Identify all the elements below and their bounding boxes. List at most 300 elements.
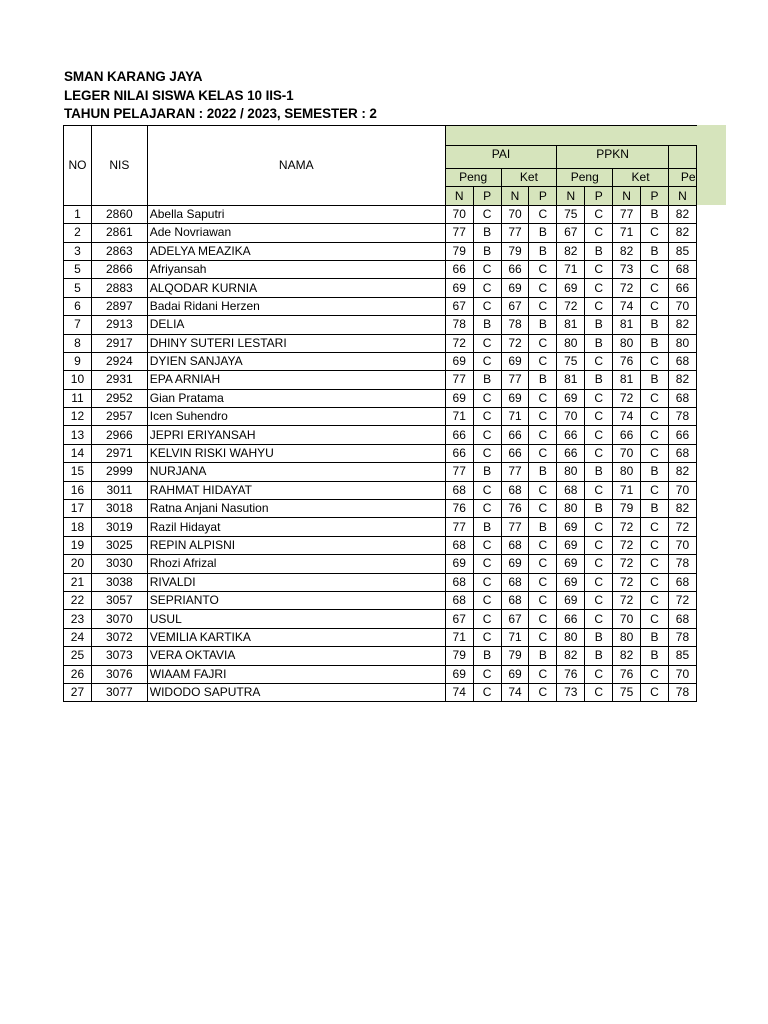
grade-value-cell: 68 [557,481,585,499]
grade-value-cell: 82 [668,205,696,223]
grade-value-cell: 69 [445,555,473,573]
student-name-cell: ALQODAR KURNIA [147,279,445,297]
grade-value-cell: 77 [613,205,641,223]
grade-value-cell: 72 [557,297,585,315]
grade-value-cell: 80 [557,628,585,646]
grade-value-cell: 72 [613,555,641,573]
grade-value-cell: 82 [557,242,585,260]
grade-value-cell: 78 [445,316,473,334]
next-peng-header: Pe [668,169,696,187]
grade-predicate-cell: C [473,610,501,628]
student-name-cell: Gian Pratama [147,389,445,407]
grade-predicate-cell: C [641,224,669,242]
table-row [64,205,697,223]
grade-predicate-cell: C [473,389,501,407]
p-header: P [529,187,557,205]
grade-value-cell: 71 [445,628,473,646]
row-number-cell: 19 [64,536,92,554]
grade-value-cell: 82 [668,500,696,518]
grade-value-cell: 72 [501,334,529,352]
grade-predicate-cell: C [585,205,613,223]
row-number-cell: 2 [64,224,92,242]
grade-value-cell: 69 [557,518,585,536]
grade-value-cell: 80 [557,500,585,518]
grade-predicate-cell: C [473,500,501,518]
row-number-cell: 6 [64,297,92,315]
grade-value-cell: 77 [501,518,529,536]
grade-value-cell: 82 [613,242,641,260]
grade-value-cell: 78 [668,628,696,646]
grade-predicate-cell: B [641,500,669,518]
grade-predicate-cell: C [641,408,669,426]
row-number-cell: 9 [64,352,92,370]
grade-value-cell: 73 [557,683,585,701]
grade-predicate-cell: C [585,389,613,407]
academic-year: TAHUN PELAJARAN : 2022 / 2023, SEMESTER : 2 [64,106,377,121]
table-row [64,316,697,334]
grade-value-cell: 76 [557,665,585,683]
grade-value-cell: 77 [501,224,529,242]
grade-value-cell: 66 [668,426,696,444]
student-rows [64,205,697,702]
grade-value-cell: 75 [557,352,585,370]
grade-value-cell: 67 [557,224,585,242]
grade-predicate-cell: C [585,591,613,609]
row-number-cell: 20 [64,555,92,573]
grade-value-cell: 75 [613,683,641,701]
grade-predicate-cell: C [641,610,669,628]
grade-predicate-cell: C [585,555,613,573]
grade-predicate-cell: C [641,518,669,536]
grade-value-cell: 82 [668,371,696,389]
student-name-cell: Abella Saputri [147,205,445,223]
grade-predicate-cell: C [585,481,613,499]
grade-predicate-cell: C [641,260,669,278]
grade-value-cell: 71 [613,224,641,242]
grade-value-cell: 72 [613,573,641,591]
grade-value-cell: 71 [501,408,529,426]
grade-predicate-cell: C [641,591,669,609]
grade-value-cell: 69 [557,555,585,573]
grade-value-cell: 82 [613,647,641,665]
grade-value-cell: 70 [613,610,641,628]
nis-cell: 3030 [91,555,147,573]
grade-predicate-cell: B [473,647,501,665]
grade-value-cell: 68 [668,444,696,462]
table-row [64,647,697,665]
grade-value-cell: 70 [668,297,696,315]
n-header: N [613,187,641,205]
grade-predicate-cell: B [585,647,613,665]
grade-value-cell: 66 [445,444,473,462]
row-number-cell: 7 [64,316,92,334]
nis-cell: 2860 [91,205,147,223]
grade-predicate-cell: B [641,647,669,665]
grade-value-cell: 69 [445,352,473,370]
table-row [64,463,697,481]
grade-value-cell: 72 [613,389,641,407]
grade-value-cell: 74 [613,408,641,426]
col-header-nis: NIS [91,126,147,206]
grade-value-cell: 85 [668,647,696,665]
grade-predicate-cell: C [641,426,669,444]
grade-predicate-cell: B [473,316,501,334]
grade-value-cell: 76 [613,665,641,683]
row-number-cell: 14 [64,444,92,462]
student-name-cell: Razil Hidayat [147,518,445,536]
row-number-cell: 15 [64,463,92,481]
grade-value-cell: 74 [501,683,529,701]
nis-cell: 2957 [91,408,147,426]
row-number-cell: 27 [64,683,92,701]
student-name-cell: NURJANA [147,463,445,481]
grade-value-cell: 78 [501,316,529,334]
student-name-cell: JEPRI ERIYANSAH [147,426,445,444]
table-row [64,628,697,646]
grade-predicate-cell: B [585,242,613,260]
grade-predicate-cell: B [585,463,613,481]
grade-value-cell: 72 [445,334,473,352]
row-number-cell: 5 [64,279,92,297]
grade-value-cell: 69 [501,279,529,297]
student-name-cell: VERA OKTAVIA [147,647,445,665]
grade-predicate-cell: C [473,628,501,646]
grade-predicate-cell: B [641,371,669,389]
grade-predicate-cell: B [473,242,501,260]
grade-predicate-cell: C [641,279,669,297]
grade-value-cell: 68 [668,389,696,407]
grade-value-cell: 79 [501,647,529,665]
grade-value-cell: 77 [501,463,529,481]
student-name-cell: EPA ARNIAH [147,371,445,389]
grade-predicate-cell: C [529,555,557,573]
row-number-cell: 13 [64,426,92,444]
grade-value-cell: 68 [668,352,696,370]
n-header: N [501,187,529,205]
grade-value-cell: 81 [557,316,585,334]
grade-value-cell: 66 [557,610,585,628]
grade-value-cell: 77 [445,463,473,481]
grade-predicate-cell: B [641,628,669,646]
grade-predicate-cell: B [641,242,669,260]
table-row [64,518,697,536]
student-name-cell: RIVALDI [147,573,445,591]
grade-predicate-cell: B [585,500,613,518]
grade-predicate-cell: C [529,205,557,223]
grade-predicate-cell: C [473,481,501,499]
student-name-cell: KELVIN RISKI WAHYU [147,444,445,462]
nis-cell: 3057 [91,591,147,609]
grade-value-cell: 69 [501,352,529,370]
grade-predicate-cell: C [529,334,557,352]
row-number-cell: 18 [64,518,92,536]
student-name-cell: DELIA [147,316,445,334]
grade-predicate-cell: C [473,591,501,609]
grade-predicate-cell: C [529,389,557,407]
nis-cell: 2966 [91,426,147,444]
grade-predicate-cell: B [529,647,557,665]
grade-value-cell: 73 [613,260,641,278]
table-row [64,555,697,573]
grade-predicate-cell: C [529,408,557,426]
grade-value-cell: 66 [501,444,529,462]
grade-predicate-cell: C [473,408,501,426]
grade-predicate-cell: C [529,481,557,499]
grade-predicate-cell: C [529,665,557,683]
grade-predicate-cell: C [473,573,501,591]
grade-predicate-cell: C [585,260,613,278]
n-header: N [668,187,696,205]
student-name-cell: Icen Suhendro [147,408,445,426]
subject-header-ppkn: PPKN [557,146,669,169]
table-row [64,536,697,554]
grade-predicate-cell: C [641,665,669,683]
row-number-cell: 23 [64,610,92,628]
grade-value-cell: 70 [445,205,473,223]
table-row [64,500,697,518]
table-row [64,371,697,389]
grade-predicate-cell: B [585,371,613,389]
n-header: N [557,187,585,205]
grade-value-cell: 77 [445,371,473,389]
grade-value-cell: 68 [501,536,529,554]
grade-predicate-cell: C [585,426,613,444]
grade-predicate-cell: C [529,573,557,591]
nis-cell: 2931 [91,371,147,389]
grade-value-cell: 80 [557,463,585,481]
grade-value-cell: 79 [501,242,529,260]
grade-value-cell: 68 [445,536,473,554]
grade-predicate-cell: C [585,683,613,701]
nis-cell: 3076 [91,665,147,683]
grade-value-cell: 79 [445,242,473,260]
nis-cell: 2917 [91,334,147,352]
grade-value-cell: 82 [668,224,696,242]
grade-predicate-cell: B [641,316,669,334]
grade-value-cell: 69 [501,555,529,573]
grade-predicate-cell: C [585,408,613,426]
grade-value-cell: 70 [557,408,585,426]
student-name-cell: DHINY SUTERI LESTARI [147,334,445,352]
grade-value-cell: 80 [668,334,696,352]
nis-cell: 2999 [91,463,147,481]
grade-predicate-cell: B [529,224,557,242]
table-row [64,610,697,628]
grade-predicate-cell: C [585,297,613,315]
grade-value-cell: 68 [445,481,473,499]
grade-predicate-cell: C [585,279,613,297]
grade-predicate-cell: B [529,371,557,389]
grade-value-cell: 69 [557,573,585,591]
grade-predicate-cell: C [641,481,669,499]
row-number-cell: 26 [64,665,92,683]
row-number-cell: 5 [64,260,92,278]
subject-group-header [445,126,696,146]
grade-predicate-cell: C [473,297,501,315]
student-name-cell: Ratna Anjani Nasution [147,500,445,518]
row-number-cell: 11 [64,389,92,407]
grade-value-cell: 72 [613,279,641,297]
table-row [64,683,697,701]
grade-value-cell: 74 [613,297,641,315]
col-header-no: NO [64,126,92,206]
subject-header-next [668,146,696,169]
grade-predicate-cell: C [529,536,557,554]
grade-predicate-cell: C [473,205,501,223]
nis-cell: 2863 [91,242,147,260]
grade-predicate-cell: B [529,463,557,481]
grade-predicate-cell: C [473,665,501,683]
ledger-title: LEGER NILAI SISWA KELAS 10 IIS-1 [64,87,294,103]
student-name-cell: USUL [147,610,445,628]
table-row [64,665,697,683]
grade-value-cell: 69 [445,665,473,683]
grade-predicate-cell: C [641,573,669,591]
grade-value-cell: 71 [613,481,641,499]
nis-cell: 3077 [91,683,147,701]
grade-predicate-cell: C [473,334,501,352]
table-row [64,573,697,591]
grade-value-cell: 77 [445,224,473,242]
grade-value-cell: 76 [613,352,641,370]
grade-value-cell: 80 [557,334,585,352]
grade-predicate-cell: B [641,463,669,481]
table-row [64,224,697,242]
grade-value-cell: 68 [501,481,529,499]
row-number-cell: 12 [64,408,92,426]
pai-peng-header: Peng [445,169,501,187]
nis-cell: 3073 [91,647,147,665]
grade-value-cell: 71 [557,260,585,278]
grade-predicate-cell: C [585,573,613,591]
table-row [64,444,697,462]
grade-value-cell: 77 [445,518,473,536]
grade-predicate-cell: C [473,279,501,297]
grade-value-cell: 81 [613,316,641,334]
student-name-cell: SEPRIANTO [147,591,445,609]
grade-value-cell: 68 [501,573,529,591]
student-name-cell: Rhozi Afrizal [147,555,445,573]
grade-predicate-cell: C [585,665,613,683]
grade-value-cell: 68 [668,573,696,591]
nis-cell: 2866 [91,260,147,278]
grade-value-cell: 80 [613,334,641,352]
grade-value-cell: 67 [445,297,473,315]
p-header: P [473,187,501,205]
student-name-cell: VEMILIA KARTIKA [147,628,445,646]
grade-predicate-cell: C [473,536,501,554]
grade-value-cell: 66 [501,426,529,444]
grade-predicate-cell: C [641,555,669,573]
grade-predicate-cell: C [641,683,669,701]
nis-cell: 3038 [91,573,147,591]
grade-value-cell: 80 [613,463,641,481]
row-number-cell: 17 [64,500,92,518]
grade-predicate-cell: C [641,444,669,462]
row-number-cell: 10 [64,371,92,389]
grade-predicate-cell: B [473,224,501,242]
table-row [64,591,697,609]
grade-value-cell: 74 [445,683,473,701]
grade-value-cell: 69 [445,389,473,407]
grade-predicate-cell: C [641,536,669,554]
grade-predicate-cell: C [529,591,557,609]
grade-value-cell: 69 [501,389,529,407]
ppkn-ket-header: Ket [613,169,669,187]
grade-value-cell: 67 [501,297,529,315]
grade-value-cell: 66 [445,260,473,278]
student-name-cell: DYIEN SANJAYA [147,352,445,370]
nis-cell: 2913 [91,316,147,334]
grade-value-cell: 85 [668,242,696,260]
table-row [64,334,697,352]
grade-predicate-cell: B [585,316,613,334]
nis-cell: 3025 [91,536,147,554]
table-row [64,242,697,260]
nis-cell: 2897 [91,297,147,315]
grade-value-cell: 72 [668,591,696,609]
grade-value-cell: 71 [501,628,529,646]
grade-value-cell: 70 [613,444,641,462]
grade-value-cell: 78 [668,683,696,701]
student-name-cell: ADELYA MEAZIKA [147,242,445,260]
grade-predicate-cell: C [529,426,557,444]
grade-ledger-table [63,125,697,702]
grade-value-cell: 78 [668,555,696,573]
grade-predicate-cell: C [585,610,613,628]
grade-predicate-cell: C [529,260,557,278]
student-name-cell: Afriyansah [147,260,445,278]
grade-predicate-cell: C [529,683,557,701]
grade-value-cell: 69 [557,279,585,297]
grade-value-cell: 79 [445,647,473,665]
grade-predicate-cell: C [529,444,557,462]
table-row [64,297,697,315]
grade-predicate-cell: C [529,628,557,646]
grade-predicate-cell: C [585,518,613,536]
row-number-cell: 21 [64,573,92,591]
student-name-cell: Badai Ridani Herzen [147,297,445,315]
nis-cell: 2971 [91,444,147,462]
grade-value-cell: 82 [668,316,696,334]
grade-predicate-cell: C [473,352,501,370]
grade-value-cell: 72 [613,518,641,536]
grade-value-cell: 80 [613,628,641,646]
grade-predicate-cell: B [641,334,669,352]
grade-value-cell: 77 [501,371,529,389]
grade-value-cell: 82 [557,647,585,665]
grade-predicate-cell: C [529,500,557,518]
school-name: SMAN KARANG JAYA [64,69,203,84]
student-name-cell: RAHMAT HIDAYAT [147,481,445,499]
grade-value-cell: 69 [557,591,585,609]
nis-cell: 3018 [91,500,147,518]
grade-predicate-cell: B [585,334,613,352]
grade-predicate-cell: C [585,224,613,242]
grade-value-cell: 70 [668,665,696,683]
grade-predicate-cell: C [473,260,501,278]
nis-cell: 2924 [91,352,147,370]
nis-cell: 3072 [91,628,147,646]
grade-value-cell: 70 [668,536,696,554]
grade-predicate-cell: C [529,352,557,370]
grade-value-cell: 66 [445,426,473,444]
grade-value-cell: 68 [445,573,473,591]
nis-cell: 2883 [91,279,147,297]
grade-predicate-cell: B [529,242,557,260]
grade-predicate-cell: B [473,463,501,481]
col-header-nama: NAMA [147,126,445,206]
